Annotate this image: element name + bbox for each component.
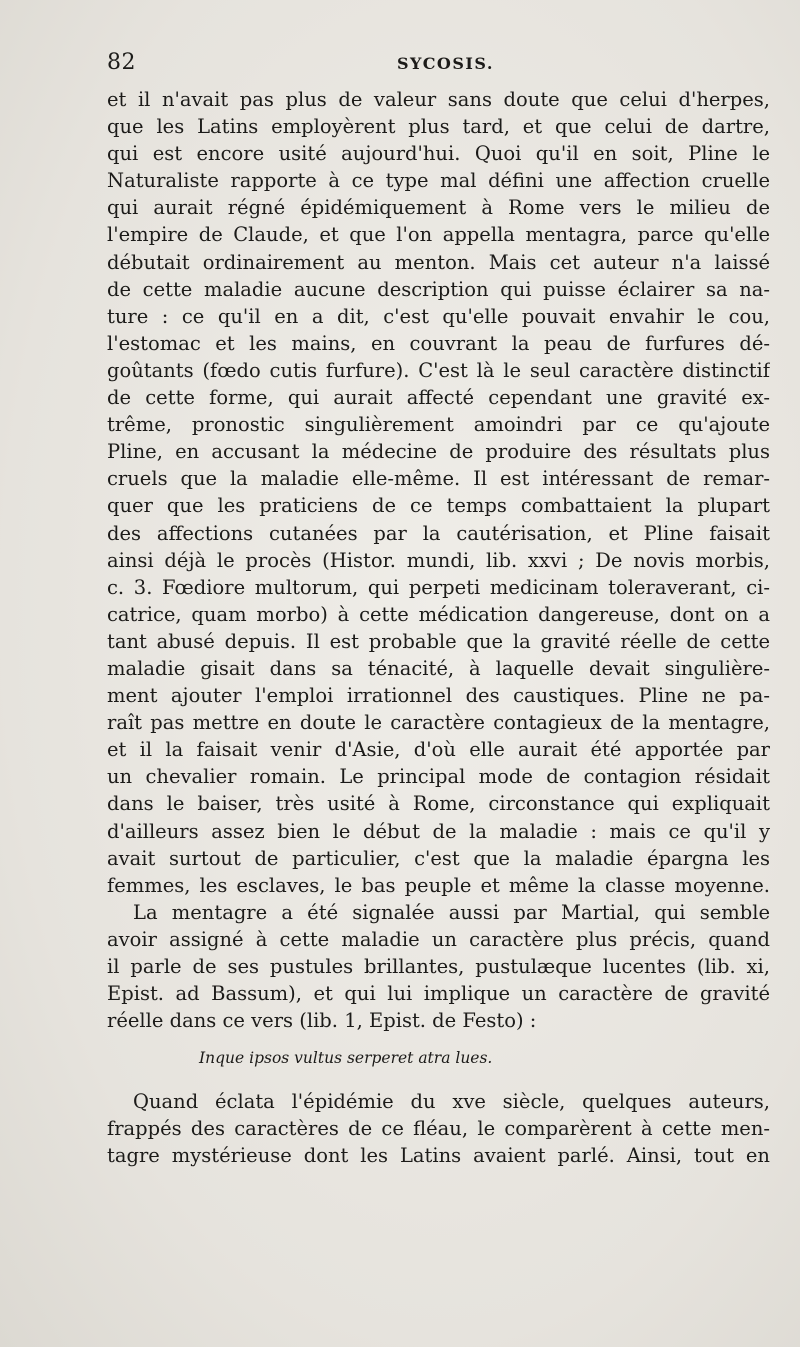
text-line: Quand éclata l'épidémie du xve siècle, quelques auteurs, xyxy=(133,1090,770,1114)
text-line: des affections cutanées par la cautérisation, et Pline faisait xyxy=(107,521,770,545)
text-line: Epist. ad Bassum), et qui lui implique un caractère de gravité xyxy=(107,982,770,1006)
text-line: La mentagre a été signalée aussi par Martial, qui semble xyxy=(133,900,770,924)
text-line: qui aurait régné épidémiquement à Rome vers le milieu de xyxy=(107,196,770,220)
text-line: avait surtout de particulier, c'est que la maladie épargna les xyxy=(107,846,770,870)
text-line: quer que les praticiens de ce temps combattaient la plupart xyxy=(107,494,770,518)
text-line: Naturaliste rapporte à ce type mal défini une affection cruelle xyxy=(107,169,770,193)
text-line: tant abusé depuis. Il est probable que la gravité réelle de cette xyxy=(107,629,770,653)
show-through-shadow xyxy=(600,1040,780,1240)
text-line: l'estomac et les mains, en couvrant la peau de furfures dé- xyxy=(107,331,770,355)
text-line: de cette forme, qui aurait affecté cependant une gravité ex- xyxy=(107,386,770,410)
text-line: il parle de ses pustules brillantes, pustulæque lucentes (lib. xi, xyxy=(107,955,770,978)
page-number: 82 xyxy=(107,50,136,75)
text-line: maladie gisait dans sa ténacité, à laquelle devait singulière- xyxy=(107,656,770,680)
text-line: trême, pronostic singulièrement amoindri par ce qu'ajoute xyxy=(107,413,770,437)
text-line: ment ajouter l'emploi irrationnel des caustiques. Pline ne pa- xyxy=(107,684,770,708)
text-line: dans le baiser, très usité à Rome, circonstance qui expliquait xyxy=(107,792,770,816)
text-line: ainsi déjà le procès (Histor. mundi, lib. xxvi ; De novis morbis, xyxy=(107,548,770,572)
text-line: de cette maladie aucune description qui puisse éclairer sa na- xyxy=(107,277,770,301)
text-line: Pline, en accusant la médecine de produire des résultats plus xyxy=(107,440,770,464)
text-line: avoir assigné à cette maladie un caractère plus précis, quand xyxy=(107,927,770,951)
text-line: un chevalier romain. Le principal mode de contagion résidait xyxy=(107,765,770,789)
text-line: débutait ordinairement au menton. Mais cet auteur n'a laissé xyxy=(107,250,770,274)
text-line: qui est encore usité aujourd'hui. Quoi qu'il en soit, Pline le xyxy=(107,142,770,166)
text-line: catrice, quam morbo) à cette médication dangereuse, dont on a xyxy=(107,602,770,626)
running-title: SYCOSIS. xyxy=(397,54,494,73)
text-line: raît pas mettre en doute le caractère contagieux de la mentagre, xyxy=(107,711,770,735)
text-line: cruels que la maladie elle-même. Il est intéressant de remar- xyxy=(107,467,770,491)
text-line: tagre mystérieuse dont les Latins avaient parlé. Ainsi, tout en xyxy=(107,1144,770,1168)
text-line: d'ailleurs assez bien le début de la maladie : mais ce qu'il y xyxy=(107,819,770,843)
text-line: l'empire de Claude, et que l'on appella mentagra, parce qu'elle xyxy=(107,223,770,247)
text-line: ture : ce qu'il en a dit, c'est qu'elle pouvait envahir le cou, xyxy=(107,304,770,328)
text-line: femmes, les esclaves, le bas peuple et même la classe moyenne. xyxy=(107,873,770,897)
text-line: frappés des caractères de ce fléau, le comparèrent à cette men- xyxy=(107,1117,770,1141)
text-line: réelle dans ce vers (lib. 1, Epist. de Festo) : xyxy=(107,1009,537,1033)
text-line: et il n'avait pas plus de valeur sans doute que celui d'herpes, xyxy=(107,88,770,111)
page-header xyxy=(107,50,772,84)
paragraph-2 xyxy=(107,899,770,1034)
verse-quote: Inque ipsos vultus serperet atra lues. xyxy=(199,1049,493,1068)
text-line: c. 3. Fœdiore multorum, qui perpeti medicinam toleraverant, ci- xyxy=(107,575,770,599)
paragraph-1 xyxy=(107,86,770,899)
page-body xyxy=(107,86,770,1170)
text-line: goûtants (fœdo cutis furfure). C'est là le seul caractère distinctif xyxy=(107,358,770,382)
text-line: et il la faisait venir d'Asie, d'où elle aurait été apportée par xyxy=(107,738,770,762)
text-line: que les Latins employèrent plus tard, et que celui de dartre, xyxy=(107,115,770,139)
